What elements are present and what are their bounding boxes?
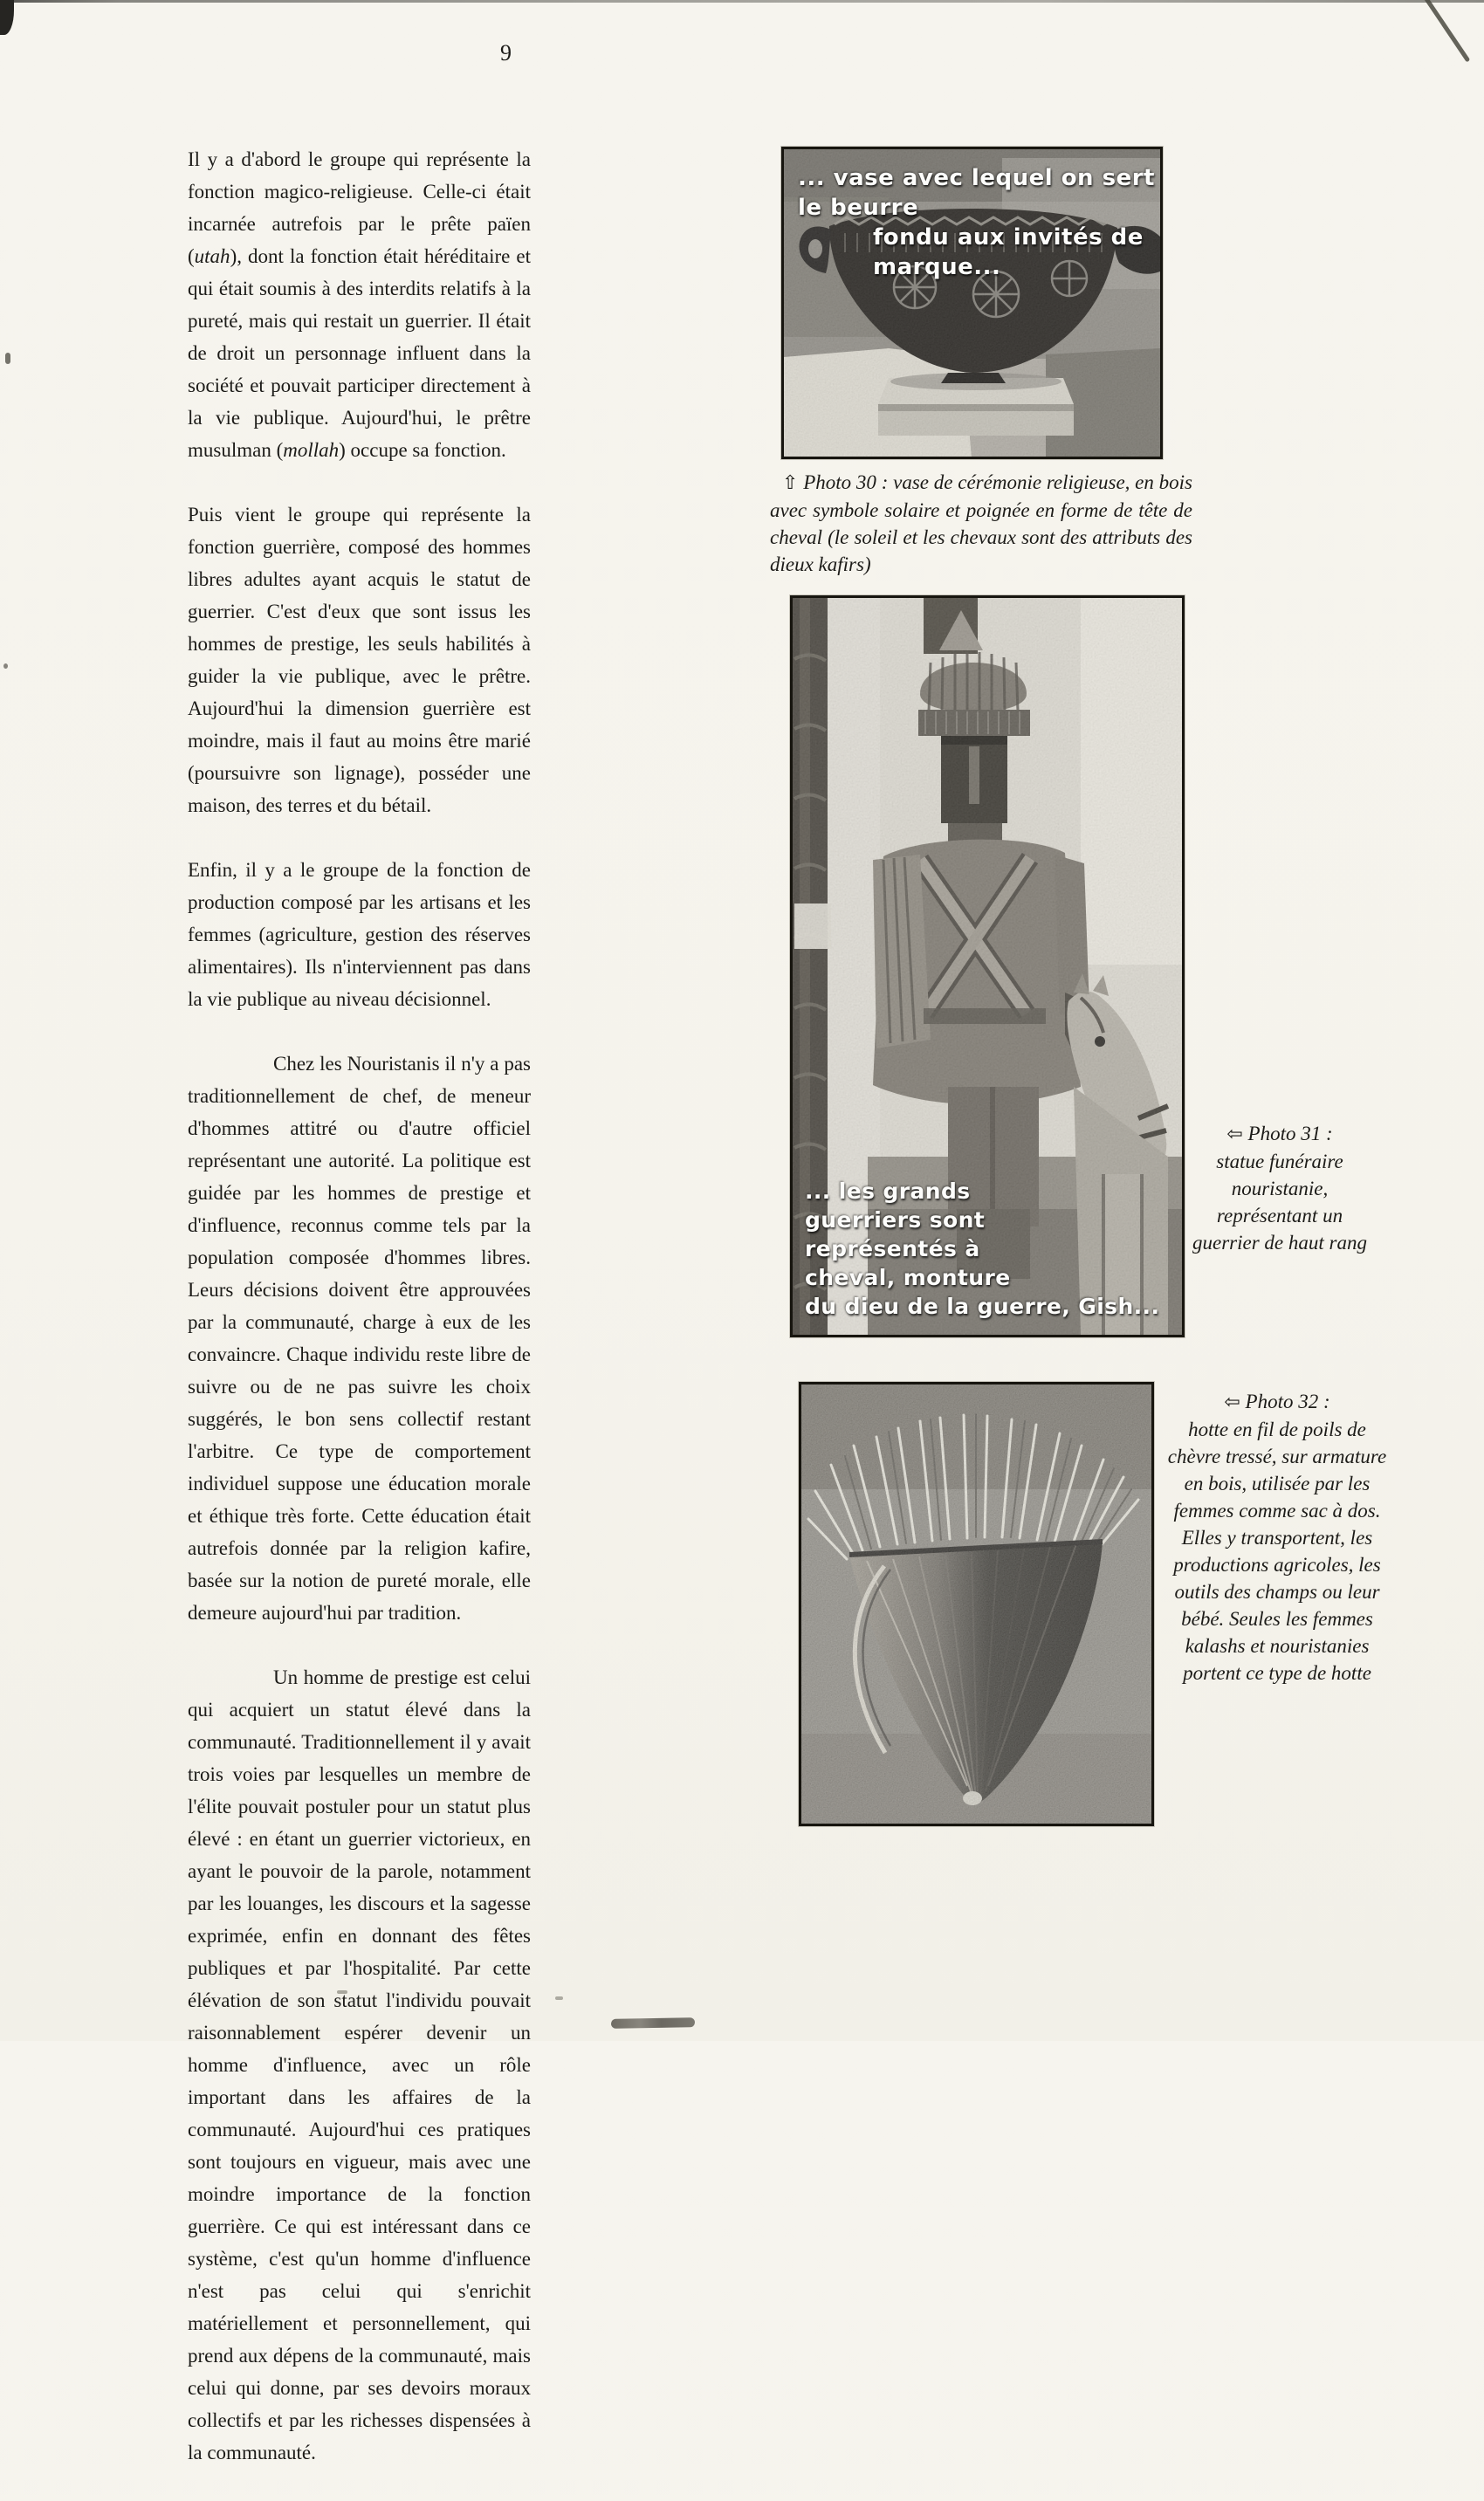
paragraph-1 [188,143,531,466]
photo-31-funerary-statue [790,595,1185,1337]
paragraph-2: Puis vient le groupe qui représente la fonction guerrière, composé des hommes libres adultes ayant acquis le statut de guerrier. C'est d'eux que sont issus les hommes de prestige, les seuls habilités à guider la vie publique, avec le prêtre. Aujourd'hui la dimension guerrière est moindre, mais il faut au moins être marié (poursuivre son lignage), posséder une maison, des terres et du bétail. [188,504,531,816]
photo30-overlay-line1: ... vase avec lequel on sert le beurre [798,165,1155,221]
scan-artifact-top-left-corner [0,0,14,35]
photo30-overlay-text [798,163,1160,282]
paragraph-4: Chez les Nouristanis il n'y a pas traditionnellement de chef, de meneur d'hommes attitré ou d'autre officiel représentant une autorité. La politique est guidée par les hommes de prestige et d'influence, reconnus comme tels par la population composée d'hommes libres. Leurs décisions doivent être approuvées par la communauté, charge à eux de les convaincre. Chaque individu reste libre de suivre ou de ne pas suivre les choix suggérés, le bon sens collectif restant l'arbitre. Ce type de comportement individuel suppose une éducation morale et éthique très forte. Cette éducation était autrefois donnée par la religion kafire, basée sur la notion de pureté morale, elle demeure aujourd'hui par tradition. [188,1053,531,1624]
italic-term-utah: utah [194,245,230,267]
italic-term-mollah: mollah [283,439,340,461]
photo30-caption-text: Photo 30 : vase de cérémonie religieuse, en bois avec symbole solaire et poignée en forme de tête de cheval (le soleil et les chevaux sont des attributs des dieux kafirs) [770,471,1193,575]
photo31-caption [1187,1120,1372,1256]
photo31-caption-title-line [1187,1120,1372,1148]
photo31-overlay-text [805,1177,1159,1321]
scan-speck [555,1996,563,2000]
photo31-overlay-line: cheval, monture [805,1265,1011,1290]
body-text-column [188,143,531,2501]
scan-artifact-top-edge [0,0,1484,3]
paragraph-5: Un homme de prestige est celui qui acquiert un statut élevé dans la communauté. Traditionnellement il y avait trois voies par lesquelles un membre de l'élite pouvait postuler pour un statut plus élevé : en étant un guerrier victorieux, en ayant le pouvoir de la parole, notamment par les louanges, les discours et la sagesse exprimée, enfin en donnant des fêtes publiques et par l'hospitalité. Par cette élévation de son statut l'individu pouvait raisonnablement espérer devenir un homme d'influence, avec un rôle important dans les affaires de la communauté. Aujourd'hui ces pratiques sont toujours en vigueur, mais avec une moindre importance de la fonction guerrière. Ce qui est intéressant dans ce système, c'est qu'un homme d'influence n'est pas celui qui s'enrichit matériellement et personnellement, qui prend aux dépens de la communauté, mais celui qui donne, par ses devoirs moraux collectifs et par les richesses dispensées à la communauté. [188,1666,531,2463]
paragraph-3: Enfin, il y a le groupe de la fonction de production composé par les artisans et les femmes (agriculture, gestion des réserves alimentaires). Ils n'interviennent pas dans la vie publique au niveau décisionnel. [188,859,531,1010]
photo32-caption [1165,1388,1390,1687]
page-number: 9 [500,40,512,65]
photo31-caption-title: Photo 31 : [1247,1123,1333,1144]
photo31-caption-text: statue funéraire nouristanie, représentant un guerrier de haut rang [1192,1151,1367,1254]
photo-30-ceremonial-vase [781,147,1163,459]
scan-speck [3,663,8,669]
up-arrow-icon: ⇧ [782,472,799,494]
photo32-caption-title-line [1165,1388,1390,1416]
scan-artifact-top-right-diagonal [1422,0,1471,63]
photo30-overlay-line2: fondu aux invités de marque... [873,224,1144,280]
photo32-image [801,1384,1151,1824]
photo31-overlay-line: représentés à [805,1236,980,1261]
photo32-caption-title: Photo 32 : [1245,1391,1330,1412]
scan-artifact-bottom-smudge [611,2017,695,2029]
photo32-caption-text: hotte en fil de poils de chèvre tressé, sur armature en bois, utilisée par les femmes comme sac à dos. Elles y transportent, les productions agricoles, les outils des champs ou leur bébé. Seules les femmes kalashs et nouristanies portent ce type de hotte [1167,1419,1387,1684]
photo30-caption [770,469,1192,578]
paragraph-1-text: Il y a d'abord le groupe qui représente la fonction magico-religieuse. Celle-ci était incarnée autrefois par le prête païen ( [188,148,531,267]
photo-32-woven-basket [799,1382,1154,1826]
photo31-overlay-line: guerriers sont [805,1207,986,1233]
paragraph-1-text: ) occupe sa fonction. [339,439,506,461]
left-arrow-icon: ⇦ [1224,1391,1240,1413]
photo31-overlay-line: du dieu de la guerre, Gish... [805,1294,1160,1319]
left-arrow-icon: ⇦ [1226,1123,1243,1145]
photo31-overlay-line: ... les grands [805,1178,971,1204]
scan-speck [5,353,10,364]
paragraph-1-text: ), dont la fonction était héréditaire et qui était soumis à des interdits relatifs à la pureté, mais qui restait un guerrier. Il était de droit un personnage influent dans la société et pouvait participer directement à la vie publique. Aujourd'hui, le prêtre musulman ( [188,245,531,461]
